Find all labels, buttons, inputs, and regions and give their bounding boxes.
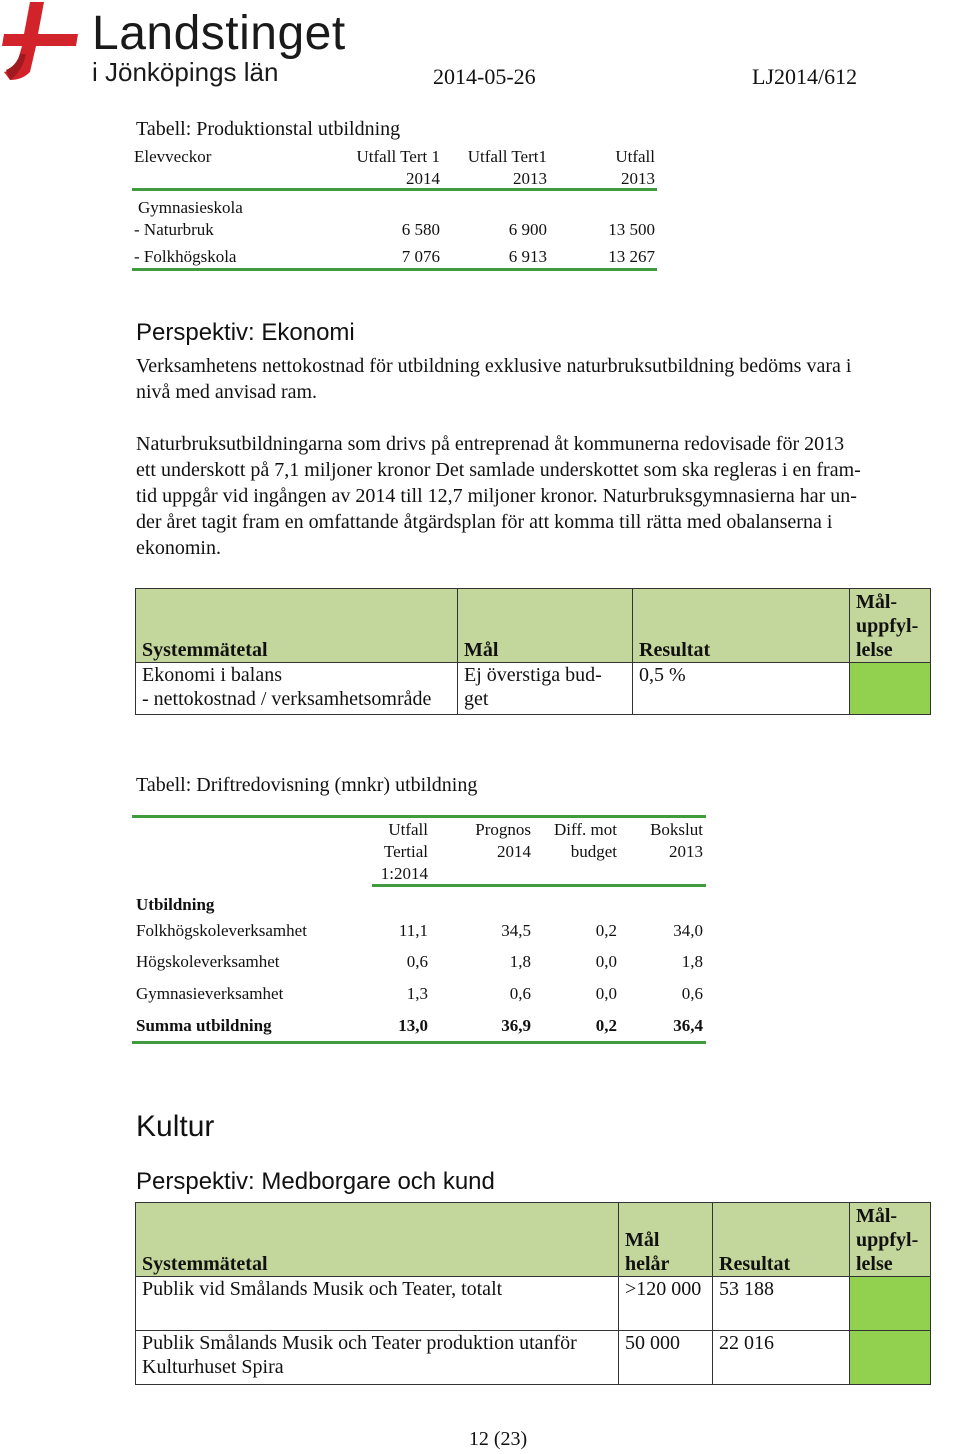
col-header-fulfilment-line3: lelse (856, 639, 893, 661)
drift-col1-a: Utfall (388, 820, 428, 839)
metric-line2: Kulturhuset Spira (142, 1356, 284, 1378)
drift-section-label: Utbildning (136, 895, 215, 914)
col-header-goal-line2: helår (625, 1253, 670, 1275)
goal-cell: 50 000 (619, 1331, 713, 1385)
col-header-metric: Systemmätetal (136, 589, 458, 663)
table-cell: 11,1 (398, 921, 428, 940)
prod-col2-a: Utfall Tert1 (467, 147, 547, 166)
drift-col1-c: 1:2014 (380, 864, 428, 883)
table-cell: 7 076 (401, 247, 440, 266)
table-row-label: Högskoleverksamhet (136, 952, 280, 971)
table-row-label: - Folkhögskola (134, 247, 237, 266)
landstinget-logo-icon (0, 0, 86, 84)
metric-line2: - nettokostnad / verksamhetsområde (142, 688, 432, 710)
paragraph-line: der året tagit fram en omfattande åtgärdsplan för att komma till rätta med obalanserna i (136, 511, 833, 533)
col-header-goal-line1: Mål (625, 1229, 660, 1251)
table-cell: 6 913 (508, 247, 547, 266)
org-name: Landstinget (92, 7, 346, 60)
col-header-result: Resultat (633, 589, 850, 663)
table-cell: 0,0 (595, 952, 617, 971)
total-cell: 36,9 (501, 1016, 531, 1035)
paragraph-line: Naturbruksutbildningarna som drivs på entreprenad åt kommunerna redovisade för 2013 (136, 433, 845, 455)
table-row-label: Folkhögskoleverksamhet (136, 921, 307, 940)
table-cell: 13 267 (608, 247, 655, 266)
drift-table-title: Tabell: Driftredovisning (mnkr) utbildning (136, 774, 478, 796)
prod-table-title: Tabell: Produktionstal utbildning (136, 118, 401, 140)
prod-col1-a: Utfall Tert 1 (356, 147, 440, 166)
col-header-fulfilment-line1: Mål- (856, 1205, 898, 1227)
col-header-result: Resultat (713, 1203, 850, 1277)
goal-cell (458, 663, 633, 715)
org-region: i Jönköpings län (92, 57, 279, 87)
section-heading-medborgare: Perspektiv: Medborgare och kund (136, 1168, 495, 1195)
drift-table-top-rule (132, 815, 706, 818)
table-cell: 34,5 (501, 921, 531, 940)
paragraph-line: ett underskott på 7,1 miljoner kronor Det samlade underskottet som ska regleras i en fram- (136, 459, 861, 481)
drift-table-bottom-rule (132, 1041, 706, 1044)
table-cell: 13 500 (608, 220, 655, 239)
prod-col3-b: 2013 (621, 169, 655, 188)
table-cell: 0,6 (406, 952, 428, 971)
metric-cell (136, 663, 458, 715)
table-row-label: - Naturbruk (134, 220, 214, 239)
paragraph-line: tid uppgår vid ingången av 2014 till 12,7 miljoner kronor. Naturbruksgymnasierna har un- (136, 485, 857, 507)
metric-cell (136, 1331, 619, 1385)
col-header-fulfilment (850, 1203, 931, 1277)
prod-group-label: Gymnasieskola (138, 198, 243, 217)
drift-col2-b: 2014 (497, 842, 531, 861)
fulfilment-status-green (850, 1277, 931, 1331)
col-header-goal (619, 1203, 713, 1277)
prod-col1-b: 2014 (406, 169, 440, 188)
table-cell: 6 900 (508, 220, 547, 239)
page-number: 12 (23) (468, 1428, 528, 1450)
drift-col1-b: Tertial (383, 842, 428, 861)
metrics-table-ekonomi (135, 588, 931, 715)
drift-col4-a: Bokslut (650, 820, 703, 839)
table-row-label: Gymnasieverksamhet (136, 984, 284, 1003)
table-cell: 34,0 (673, 921, 703, 940)
table-cell: 0,0 (595, 984, 617, 1003)
fulfilment-status-green (850, 663, 931, 715)
goal-line1: Ej överstiga bud- (464, 664, 602, 686)
metrics-table-kultur (135, 1202, 931, 1385)
document-date: 2014-05-26 (433, 64, 536, 89)
paragraph-line: nivå med anvisad ram. (136, 381, 318, 403)
result-cell: 22 016 (713, 1331, 850, 1385)
paragraph-line: ekonomin. (136, 537, 221, 559)
drift-header-rule (372, 884, 706, 887)
drift-col4-b: 2013 (669, 842, 703, 861)
prod-table-header-rule (132, 188, 657, 191)
col-header-fulfilment (850, 589, 931, 663)
total-cell: 0,2 (595, 1016, 617, 1035)
total-cell: 36,4 (673, 1016, 703, 1035)
table-cell: 0,6 (681, 984, 703, 1003)
goal-cell: >120 000 (619, 1277, 713, 1331)
section-heading-ekonomi: Perspektiv: Ekonomi (136, 319, 355, 346)
result-cell: 0,5 % (633, 663, 850, 715)
table-cell: 0,2 (595, 921, 617, 940)
col-header-fulfilment-line1: Mål- (856, 591, 898, 613)
total-row-label: Summa utbildning (136, 1016, 272, 1035)
col-header-goal: Mål (458, 589, 633, 663)
prod-col-label: Elevveckor (134, 147, 212, 166)
col-header-fulfilment-line2: uppfyl- (856, 615, 919, 637)
prod-col3-a: Utfall (615, 147, 655, 166)
prod-col2-b: 2013 (513, 169, 547, 188)
result-cell: 53 188 (713, 1277, 850, 1331)
col-header-fulfilment-line3: lelse (856, 1253, 893, 1275)
table-cell: 1,8 (681, 952, 703, 971)
drift-col3-b: budget (570, 842, 617, 861)
fulfilment-status-green (850, 1331, 931, 1385)
table-cell: 1,3 (406, 984, 428, 1003)
metric-line1: Publik Smålands Musik och Teater produktion utanför (142, 1332, 577, 1354)
goal-line2: get (464, 688, 489, 710)
metric-cell: Publik vid Smålands Musik och Teater, totalt (136, 1277, 619, 1331)
col-header-metric: Systemmätetal (136, 1203, 619, 1277)
table-cell: 6 580 (401, 220, 440, 239)
metric-line1: Ekonomi i balans (142, 664, 282, 686)
table-cell: 0,6 (509, 984, 531, 1003)
section-heading-kultur: Kultur (136, 1110, 215, 1143)
document-reference: LJ2014/612 (752, 64, 858, 89)
table-cell: 1,8 (509, 952, 531, 971)
paragraph-line: Verksamhetens nettokostnad för utbildning exklusive naturbruksutbildning bedöms vara i (136, 355, 852, 377)
total-cell: 13,0 (398, 1016, 428, 1035)
prod-table-bottom-rule (132, 268, 657, 271)
drift-col2-a: Prognos (475, 820, 531, 839)
drift-col3-a: Diff. mot (554, 820, 617, 839)
col-header-fulfilment-line2: uppfyl- (856, 1229, 919, 1251)
